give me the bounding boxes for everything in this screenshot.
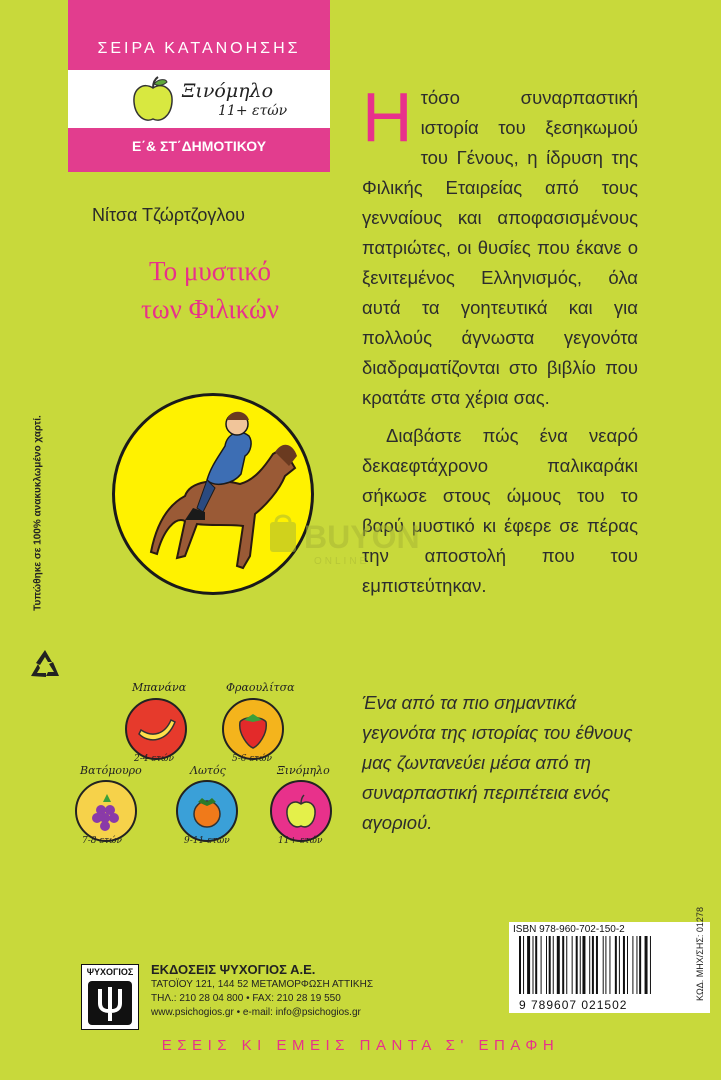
barcode-bar <box>603 936 604 994</box>
barcode-bar <box>632 936 633 994</box>
fruit-label-apple: Ξινόμηλο <box>277 764 330 777</box>
fruit-age-apple: 11+ ετών <box>278 836 323 846</box>
blackberry-icon <box>77 782 135 840</box>
barcode-bar <box>562 936 564 994</box>
barcode <box>515 936 703 996</box>
recycle-icon <box>25 646 65 686</box>
author-name: Νίτσα Τζώρτζογλου <box>92 205 245 225</box>
barcode-bar <box>523 936 524 994</box>
apple-badge-icon <box>272 782 330 840</box>
barcode-bar <box>623 936 625 994</box>
persimmon-icon <box>178 782 236 840</box>
barcode-bar <box>535 936 537 994</box>
psi-icon <box>82 979 138 1029</box>
barcode-bar <box>639 936 641 994</box>
persimmon-badge <box>176 780 238 842</box>
footer-slogan: ΕΣΕΙΣ ΚΙ ΕΜΕΙΣ ΠΑΝΤΑ Σ' ΕΠΑΦΗ <box>161 1037 560 1054</box>
barcode-bar <box>533 936 534 994</box>
barcode-bar <box>592 936 594 994</box>
strawberry-badge <box>222 698 284 760</box>
barcode-bar <box>549 936 551 994</box>
series-label-band <box>68 70 330 128</box>
barcode-bar <box>553 936 554 994</box>
synopsis-italic: Ένα από τα πιο σημαντικά γεγονότα της ιστορίας του έθνους μας ζωντανεύει μέσα από τη συναρπαστική περιπέτεια ενός αγοριού. <box>362 692 633 833</box>
book-title-line-1: Το μυστικό <box>149 256 271 286</box>
barcode-bar <box>576 936 578 994</box>
watermark-logo <box>268 510 468 570</box>
series-box <box>68 0 330 172</box>
barcode-bar <box>596 936 598 994</box>
publisher-web: www.psichogios.gr • e-mail: info@psichogios.gr <box>151 1007 361 1018</box>
fruit-age-banana: 2-4 ετών <box>134 754 174 764</box>
barcode-bar <box>619 936 620 994</box>
fruit-label-blackberry: Βατόμουρο <box>80 764 142 777</box>
watermark-sub: ONLINE <box>314 556 370 567</box>
banana-icon <box>127 700 185 758</box>
barcode-box <box>509 922 710 1013</box>
barcode-bar <box>580 936 581 994</box>
barcode-bar <box>527 936 530 994</box>
barcode-bar <box>572 936 573 994</box>
synopsis-paragraph-1: τόσο συναρπαστική ιστορία του ξεσηκωμού του Γένους, η ίδρυση της Φιλικής Εταιρείας από τους γενναίους και αποφασισμένους πατριώτες, οι θυσίες που έκανε ο ξενιτεμένος Ελληνισμός, όλα αυτά τα γοητευτικά και για πολλούς άγνωστα γεγονότα διαδραματίζονται στο βιβλίο που κρατάτε στα χέρια σας. <box>362 87 638 408</box>
fruit-age-strawberry: 5-6 ετών <box>232 754 272 764</box>
series-title: ΣΕΙΡΑ ΚΑΤΑΝΟΗΣΗΣ <box>97 40 301 57</box>
barcode-bar <box>546 936 547 994</box>
fruit-label-banana: Μπανάνα <box>132 681 187 694</box>
drop-cap: Η <box>362 78 413 156</box>
recycled-paper-note: Τυπώθηκε σε 100% ανακυκλωμένο χαρτί. <box>32 415 44 611</box>
barcode-bar <box>645 936 648 994</box>
barcode-number: 9 789607 021502 <box>519 998 628 1012</box>
series-name: Ξινόμηλο <box>182 80 274 102</box>
barcode-bar <box>557 936 560 994</box>
barcode-bar <box>627 936 628 994</box>
book-title-line-2: των Φιλικών <box>141 294 279 324</box>
barcode-bar <box>636 936 637 994</box>
publisher-phone: ΤΗΛ.: 210 28 04 800 • FAX: 210 28 19 550 <box>151 993 341 1004</box>
barcode-bar <box>650 936 651 994</box>
barcode-bar <box>566 936 567 994</box>
barcode-bar <box>541 936 542 994</box>
publisher-logo-text: ΨΥΧΟΓΙΟΣ <box>86 967 134 977</box>
publisher-name: ΕΚΔΟΣΕΙΣ ΨΥΧΟΓΙΟΣ Α.Ε. <box>151 962 316 977</box>
barcode-bar <box>582 936 585 994</box>
barcode-bar <box>589 936 590 994</box>
isbn: ISBN 978-960-702-150-2 <box>513 924 625 935</box>
series-age: 11+ ετών <box>218 103 288 119</box>
banana-badge <box>125 698 187 760</box>
watermark-brand: BUYON <box>304 519 420 555</box>
publisher-logo <box>81 964 139 1030</box>
book-title <box>95 252 325 328</box>
barcode-bar <box>605 936 606 994</box>
publisher-address: ΤΑΤΟΪΟΥ 121, 144 52 ΜΕΤΑΜΟΡΦΩΣΗ ΑΤΤΙΚΗΣ <box>151 979 374 990</box>
fruit-age-blackberry: 7-8 ετών <box>82 836 122 846</box>
apple-icon <box>130 76 176 124</box>
strawberry-icon <box>224 700 282 758</box>
fruit-label-persimmon: Λωτός <box>190 764 226 777</box>
series-grade: Ε΄& ΣΤ΄ΔΗΜΟΤΙΚΟΥ <box>131 138 267 154</box>
fruit-age-persimmon: 9-11 ετών <box>184 836 230 846</box>
barcode-bar <box>609 936 610 994</box>
synopsis-paragraph-2: Διαβάστε πώς ένα νεαρό δεκαεφτάχρονο παλικαράκι σήκωσε στους ώμους του το βαρύ μυστικό κι έφερε σε πέρας την αποστολή που του εμπιστεύτηκαν. <box>362 425 638 596</box>
barcode-bar <box>519 936 521 994</box>
apple-badge <box>270 780 332 842</box>
product-code: ΚΩΔ. ΜΗΧ/ΣΗΣ: 01278 <box>695 907 705 1001</box>
blackberry-badge <box>75 780 137 842</box>
fruit-label-strawberry: Φραουλίτσα <box>226 681 295 694</box>
barcode-bar <box>615 936 617 994</box>
